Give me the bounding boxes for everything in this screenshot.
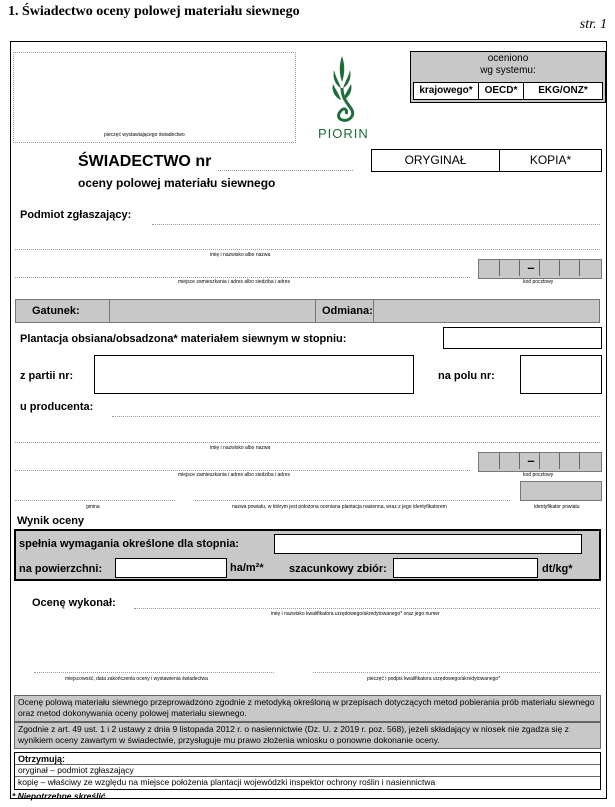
inspector-line[interactable]: [134, 606, 600, 609]
species-field[interactable]: [109, 299, 316, 323]
piorin-logo: [312, 48, 372, 140]
result-title: Wynik oceny: [17, 515, 85, 527]
postal-digit: [539, 453, 540, 469]
postal-digit: [579, 260, 580, 276]
species-variety-bar: [15, 299, 600, 323]
county-id-caption: identyfikator powiatu: [534, 504, 580, 510]
plantation-label: Plantacja obsiana/obsadzona* materiałem siewnym w stopniu:: [20, 333, 347, 345]
field-number-label: na polu nr:: [438, 370, 495, 382]
harvest-label: szacunkowy zbiór:: [289, 563, 387, 575]
system-option-ekg-onz[interactable]: EKG/ONZ*: [538, 85, 588, 96]
municipality-line[interactable]: [15, 498, 175, 501]
original-box[interactable]: [371, 149, 500, 172]
system-title: oceniono wg systemu:: [480, 53, 536, 76]
system-option-krajowy[interactable]: krajowego*: [414, 83, 479, 99]
stamp-caption: pieczęć wystawiającego świadectwo: [104, 132, 185, 138]
applicant-label: Podmiot zgłaszający:: [20, 209, 132, 221]
postal-digit: [499, 260, 500, 276]
applicant-line-2[interactable]: [15, 247, 600, 250]
result-box: [14, 529, 601, 581]
producer-postal-code-box[interactable]: [478, 452, 602, 472]
stamp-box: [13, 52, 296, 143]
original-label: ORYGINAŁ: [404, 153, 467, 167]
county-line[interactable]: [195, 498, 510, 501]
producer-address-caption: miejsce zamieszkania i adres albo siedziba i adres: [178, 472, 290, 478]
batch-field[interactable]: [94, 355, 414, 394]
copy-label: KOPIA*: [529, 153, 572, 167]
system-option-oecd[interactable]: OECD*: [479, 83, 524, 99]
postal-digit: [559, 260, 560, 276]
recipient-item: kopię – właściwy ze względu na miejsce położenia plantacji wojewódzki inspektor ochrony roślin i nasiennictwa: [15, 776, 600, 788]
postal-caption: kod pocztowy: [523, 279, 554, 285]
certificate-subtitle: oceny polowej materiału siewnego: [78, 176, 276, 190]
meets-grade-field[interactable]: [274, 534, 582, 554]
postal-digit: [519, 260, 520, 276]
performed-label: Ocenę wykonał:: [32, 597, 116, 609]
harvest-field[interactable]: [393, 558, 538, 578]
postal-digit: [519, 453, 520, 469]
area-label: na powierzchni:: [19, 563, 103, 575]
municipality-caption: gmina: [86, 504, 100, 510]
postal-digit: [499, 453, 500, 469]
meets-label: spełnia wymagania określone dla stopnia:: [19, 538, 240, 550]
postal-digit: [559, 453, 560, 469]
county-id-box[interactable]: [520, 481, 602, 501]
page-number: str. 1: [579, 17, 607, 32]
appeal-note-text: Zgodnie z art. 49 ust. 1 i 2 ustawy z dnia 9 listopada 2012 r. o nasiennictwie (Dz. U. z 2019 r. poz. 568), jeżeli składający w niosek nie zgadza się z wynikiem oceny zawartym w świadectwie, przysługuje mu prawo złożenia wniosku o ponowne dokonanie oceny.: [18, 724, 569, 745]
copy-box[interactable]: [499, 149, 602, 172]
place-date-caption: miejscowość, data zakończenia oceny i wystawienia świadectwa: [65, 676, 208, 682]
document-heading: 1. Świadectwo oceny polowej materiału siewnego: [8, 4, 300, 19]
postal-dash: –: [527, 260, 535, 275]
field-number-field[interactable]: [520, 355, 602, 394]
county-caption: nazwa powiatu, w którym jest położona oceniana plantacja nasienna, wraz z jego identyfikatorem: [232, 504, 447, 510]
system-options: [413, 82, 603, 100]
producer-postal-caption: kod pocztowy: [523, 472, 554, 478]
footnote: * Niepotrzebne skreślić.: [12, 791, 108, 801]
place-date-line[interactable]: [34, 670, 274, 673]
method-note: [14, 695, 601, 722]
signature-line[interactable]: [313, 670, 600, 673]
producer-line-2[interactable]: [15, 440, 600, 443]
recipients-title: Otrzymują:: [18, 754, 66, 764]
applicant-line-1[interactable]: [152, 222, 600, 225]
certificate-title: ŚWIADECTWO nr: [78, 153, 212, 170]
producer-line-1[interactable]: [112, 414, 600, 417]
appeal-note: [14, 722, 601, 749]
system-box: [410, 51, 606, 103]
wheat-icon: [312, 48, 372, 128]
species-label: Gatunek:: [32, 305, 80, 317]
harvest-unit: dt/kg*: [542, 563, 573, 575]
postal-dash: –: [527, 453, 535, 468]
producer-address-line[interactable]: [15, 468, 470, 471]
batch-label: z partii nr:: [20, 370, 74, 382]
inspector-caption: imię i nazwisko kwalifikatora urzędowego/akredytowanego* oraz jego numer: [271, 611, 440, 617]
signature-caption: pieczęć i podpis kwalifikatora urzędowego/akredytowanego*: [367, 676, 501, 682]
producer-name-caption: imię i nazwisko albo nazwa: [210, 445, 271, 451]
area-unit: ha/m²*: [230, 562, 264, 574]
area-field[interactable]: [115, 558, 227, 578]
postal-digit: [579, 453, 580, 469]
certificate-number-line[interactable]: [218, 168, 353, 171]
recipient-item: oryginał – podmiot zgłaszający: [15, 764, 600, 776]
plantation-grade-field[interactable]: [443, 327, 602, 349]
address-caption: miejsce zamieszkania i adres albo siedziba i adres: [178, 279, 290, 285]
name-caption: imię i nazwisko albo nazwa: [210, 252, 271, 258]
method-note-text: Ocenę polową materiału siewnego przeprowadzono zgodnie z metodyką określoną w przepisach dotyczących metod pobierania prób materiału siewnego oraz metod dokonywania oceny polowej materiału siewnego.: [18, 697, 595, 718]
recipients-box: [14, 752, 601, 790]
variety-field[interactable]: [373, 299, 601, 323]
producer-label: u producenta:: [20, 401, 94, 413]
postal-code-box[interactable]: [478, 259, 602, 279]
postal-digit: [539, 260, 540, 276]
variety-label: Odmiana:: [322, 305, 373, 317]
address-line[interactable]: [15, 275, 470, 278]
logo-text: PIORIN: [318, 126, 369, 141]
